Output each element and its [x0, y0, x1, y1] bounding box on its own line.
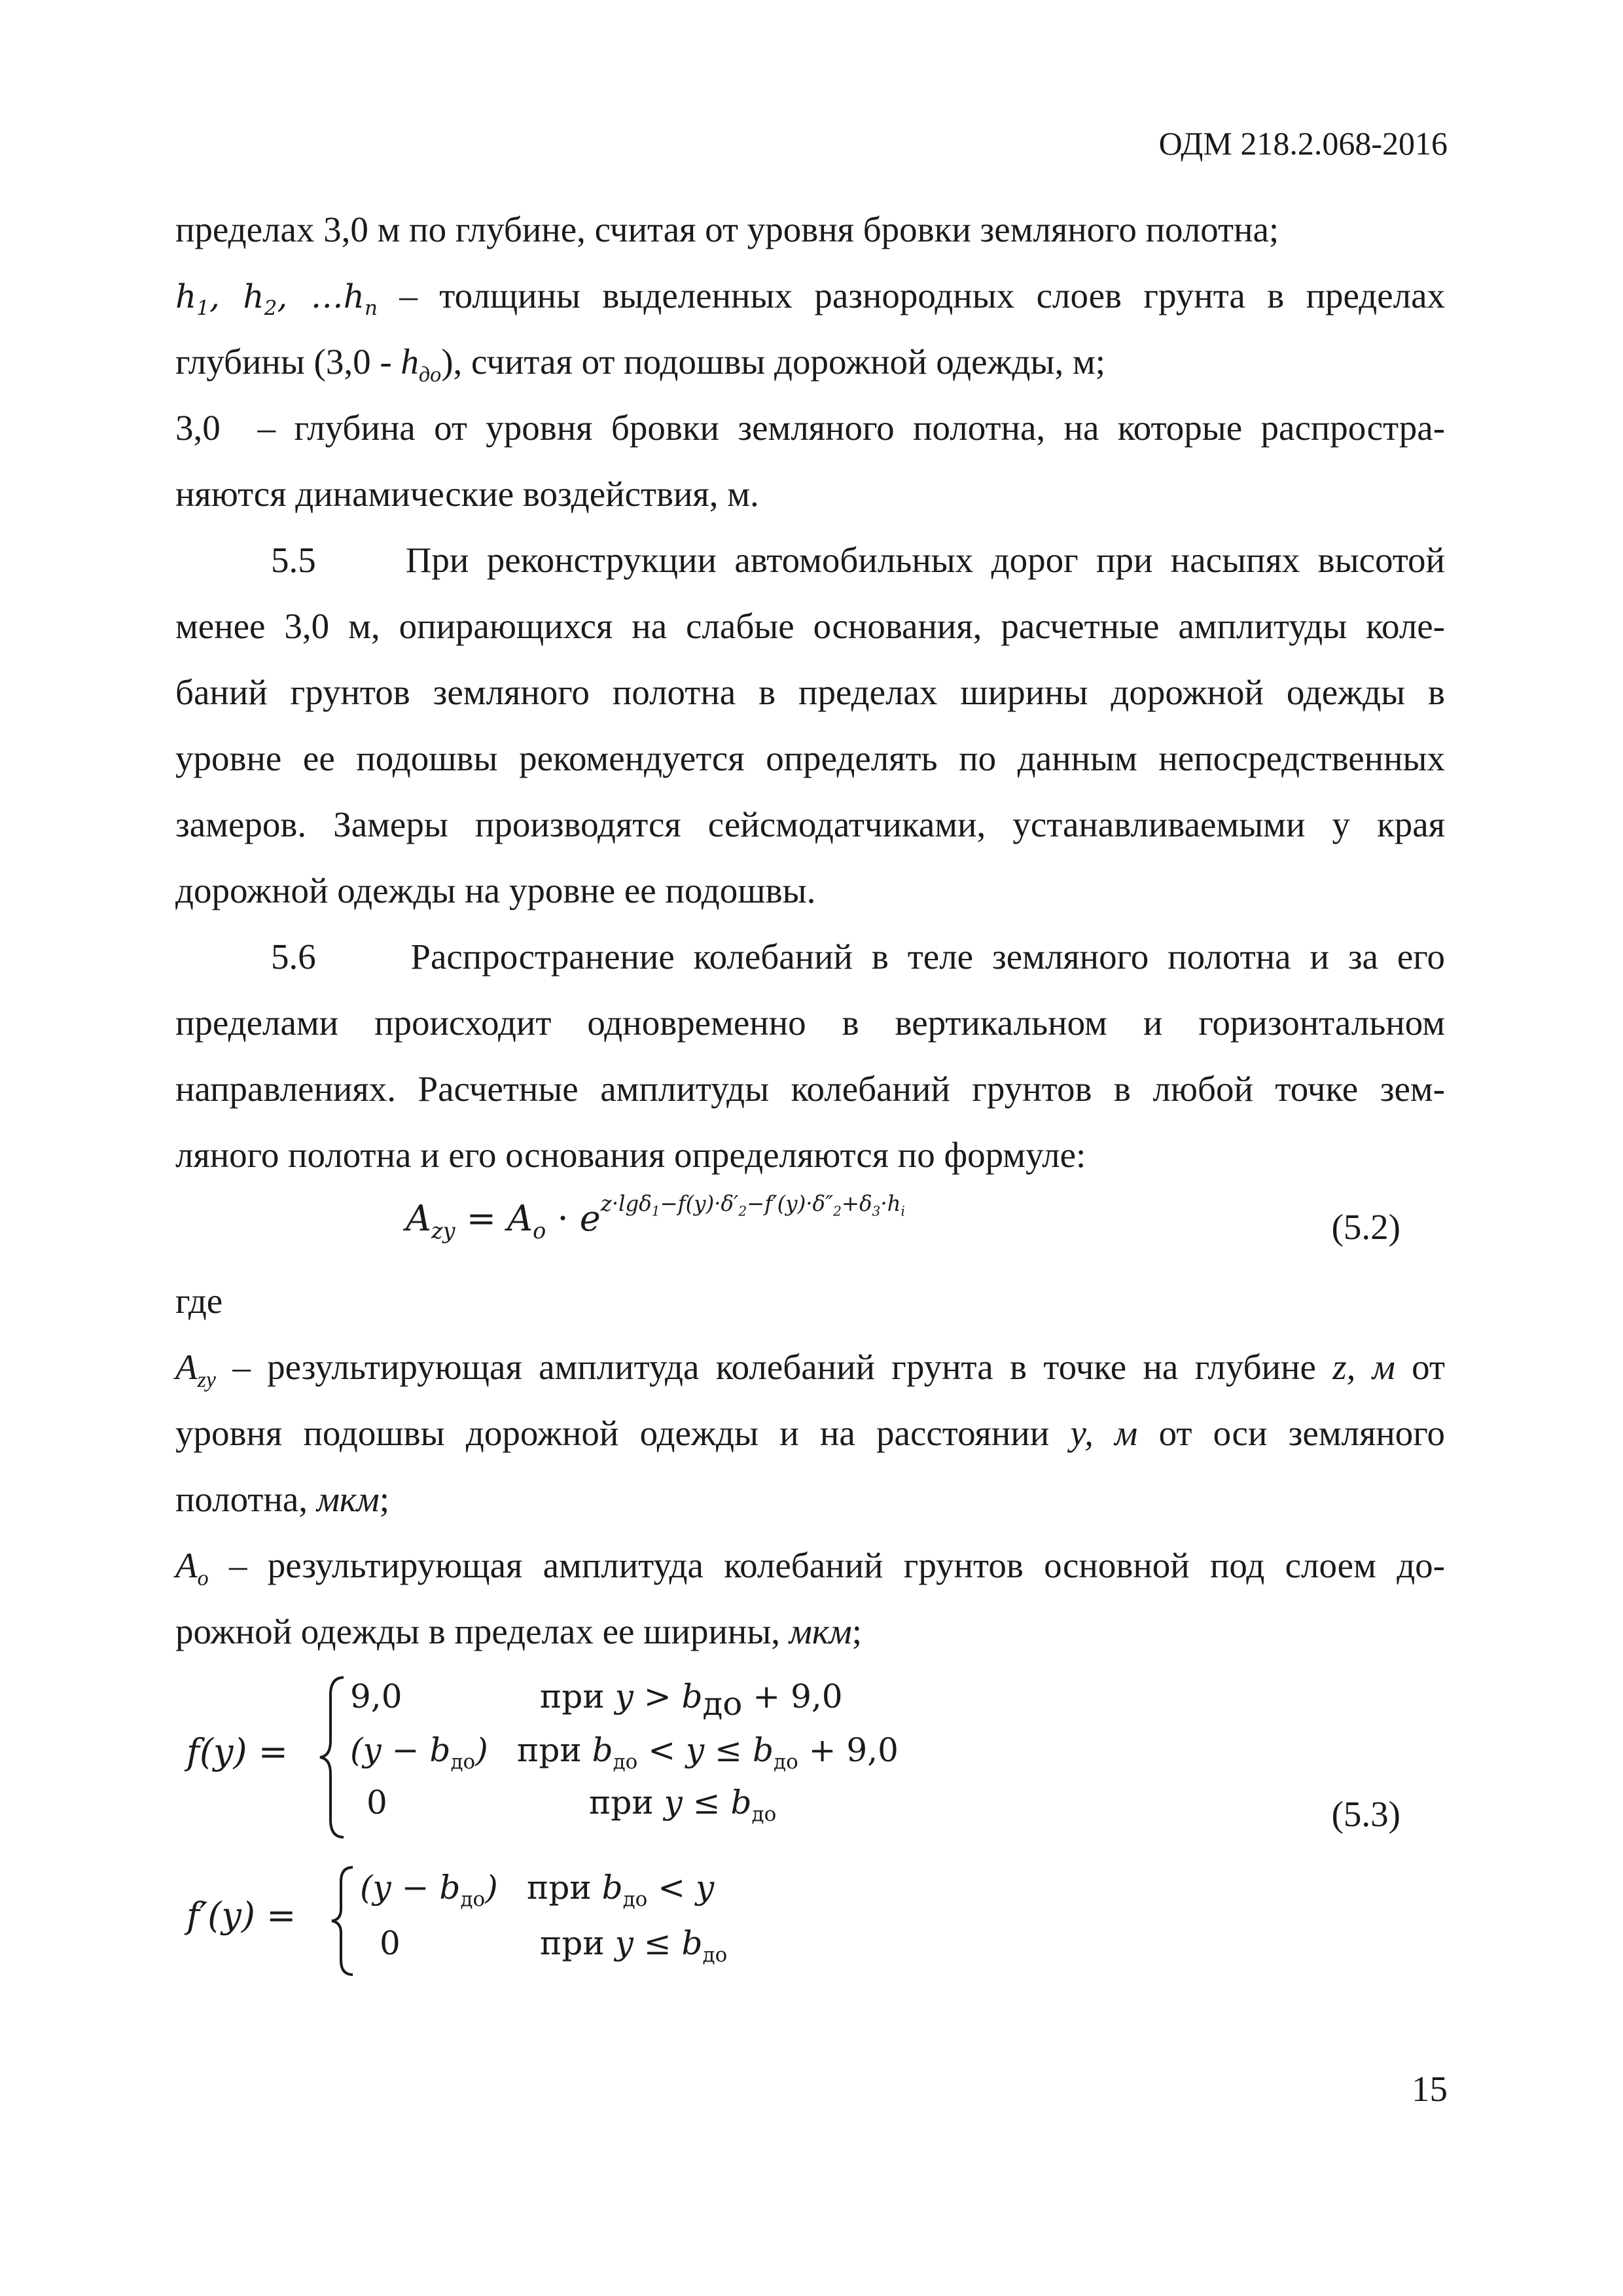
text-fragment: толщины выделенных разнородных слоев грунта в пределах	[439, 276, 1445, 315]
text-line: замеров. Замеры производятся сейсмодатчиками, устанавливаемыми у края	[175, 804, 1445, 844]
depth-value: 3,0	[175, 408, 221, 448]
brace-left-icon	[317, 1672, 350, 1842]
text-line: менее 3,0 м, опирающихся на слабые основания, расчетные амплитуды коле-	[175, 606, 1445, 646]
text-line: $A_{zy}$ – результирующая амплитуда колебаний грунта в точке на глубине z, м от	[175, 1347, 1445, 1392]
equation-5-2: $A_{zy} = A_o \cdot e^{z\cdot lg\delta_1-f(y)\cdot\delta'_2-f'(y)\cdot\delta''_2+\delta_3\cdot h_i}$	[406, 1191, 905, 1244]
case-value: 9,0	[350, 1677, 402, 1715]
case-condition: при $y \le b_{до}$	[540, 1924, 728, 1967]
text-line: уровня подошвы дорожной одежды и на расстоянии у, м от оси земляного	[175, 1413, 1445, 1453]
case-value: $(y - b_{до})$	[360, 1869, 498, 1911]
case-condition: при $y \le b_{до}$	[589, 1784, 777, 1826]
text-line: дорожной одежды на уровне ее подошвы.	[175, 870, 816, 910]
section-number: 5.5	[271, 540, 316, 580]
case-condition: при $b_{до} < y$	[527, 1869, 715, 1911]
h-do-symbol: $h_{до}$	[401, 342, 442, 387]
case-condition: при $y > b_{до} + 9,0$	[540, 1677, 843, 1723]
equation-number: (5.2)	[1331, 1207, 1400, 1247]
text-line: направлениях. Расчетные амплитуды колебаний грунтов в любой точке зем-	[175, 1069, 1445, 1109]
equation-fy: f(y) = 9,0 при $y > b_{до} + 9,0$ $(y - b_{до})$ при $b_{до} < y \le b_{до} + 9,0$ 0 при $y \le b_{до}$	[187, 1672, 972, 1842]
brace-left-icon	[329, 1862, 358, 1980]
case-value: 0	[366, 1784, 387, 1821]
text-line: няются динамические воздействия, м.	[175, 474, 759, 514]
text-line: ляного полотна и его основания определяются по формуле:	[175, 1135, 1086, 1175]
text-line	[175, 395, 1445, 461]
case-condition: при $b_{до} < y \le b_{до} + 9,0$	[517, 1731, 899, 1774]
paragraph-5-6-first-line	[175, 924, 1445, 990]
case-value: $(y - b_{до})$	[350, 1731, 488, 1774]
ao-symbol: $A_o$	[175, 1545, 209, 1590]
text-line: $h_1$, $h_2$, $\dots h_n$ – толщины выделенных разнородных слоев грунта в пределах	[175, 276, 1445, 320]
where-label: где	[175, 1281, 223, 1321]
case-value: 0	[380, 1924, 401, 1962]
paragraph-5-5-first-line	[175, 527, 1445, 593]
text-fragment: глубины (3,0 -	[175, 342, 401, 382]
text-fragment: – глубина от уровня бровки земляного полотна, на которые распростра-	[257, 408, 1446, 448]
section-number: 5.6	[271, 937, 316, 977]
text-fragment: Распространение колебаний в теле земляного полотна и за его	[410, 937, 1445, 977]
document-header: ОДМ 218.2.068-2016	[1158, 125, 1448, 162]
text-line: баний грунтов земляного полотна в пределах ширины дорожной одежды в	[175, 672, 1445, 712]
page-number: 15	[1412, 2069, 1448, 2109]
equation-fpy: f′(y) = $(y - b_{до})$ при $b_{до} < y$ 0 при $y \le b_{до}$	[187, 1862, 841, 1980]
text-fragment: ), считая от подошвы дорожной одежды, м;	[441, 342, 1106, 382]
azy-symbol: $A_{zy}$	[175, 1347, 216, 1392]
text-line: рожной одежды в пределах ее ширины, мкм;	[175, 1611, 862, 1651]
equation-number: (5.3)	[1331, 1794, 1400, 1834]
text-line: полотна, мкм;	[175, 1479, 390, 1519]
text-line: $A_o$ – результирующая амплитуда колебаний грунтов основной под слоем до-	[175, 1545, 1445, 1590]
text-fragment: При реконструкции автомобильных дорог при насыпях высотой	[405, 540, 1445, 580]
text-line: пределах 3,0 м по глубине, считая от уровня бровки земляного полотна;	[175, 209, 1279, 249]
text-line: пределами происходит одновременно в вертикальном и горизонтальном	[175, 1003, 1445, 1043]
text-line: уровне ее подошвы рекомендуется определять по данным непосредственных	[175, 738, 1445, 778]
h-list-formula: $h_1$, $h_2$, $\dots h_n$	[175, 278, 378, 320]
